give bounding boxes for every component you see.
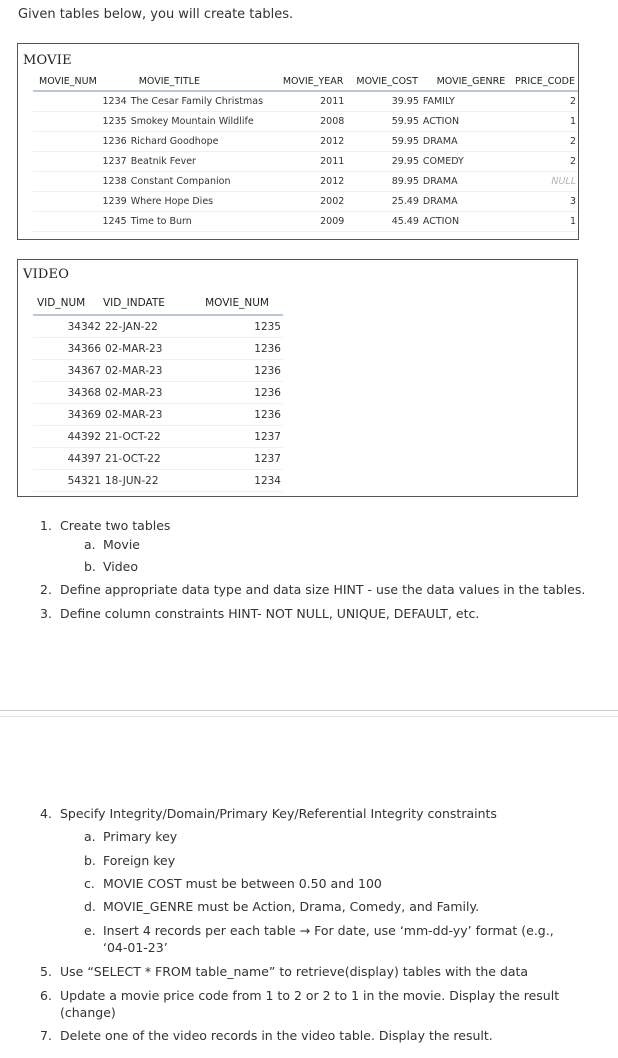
vid-num-cell: 34366 xyxy=(33,338,103,360)
subtask-text: MOVIE_GENRE must be Action, Drama, Comedy, and Family. xyxy=(103,899,480,914)
table-row xyxy=(33,192,578,212)
movie-num-cell: 1245 xyxy=(33,212,129,232)
price-code-cell: 3 xyxy=(508,192,578,212)
vid-num-cell: 34368 xyxy=(33,382,103,404)
subtask-letter: b. xyxy=(84,853,96,868)
task-text: Create two tables xyxy=(60,518,171,533)
movie-table-panel xyxy=(17,43,579,240)
vid-movie-num-cell: 1236 xyxy=(193,382,283,404)
movie-cost-cell: 25.49 xyxy=(346,192,421,212)
task-text-continued: (change) xyxy=(60,1005,116,1020)
task-text: Define column constraints HINT- NOT NULL, UNIQUE, DEFAULT, etc. xyxy=(60,606,480,621)
movie-genre-cell: ACTION xyxy=(421,212,508,232)
movie-title-cell: Smokey Mountain Wildlife xyxy=(129,112,265,132)
table-row xyxy=(33,360,283,382)
task-number: 7. xyxy=(40,1028,52,1043)
task-text: Update a movie price code from 1 to 2 or 2 to 1 in the movie. Display the result xyxy=(60,988,560,1003)
task-text: Specify Integrity/Domain/Primary Key/Referential Integrity constraints xyxy=(60,806,497,821)
movie-title-cell: Beatnik Fever xyxy=(129,152,265,172)
vid-indate-cell: 02-MAR-23 xyxy=(103,338,193,360)
movie-table xyxy=(33,72,578,232)
subtask-letter: c. xyxy=(84,876,95,891)
movie-genre-cell: FAMILY xyxy=(421,91,508,112)
vid-indate-cell: 02-MAR-23 xyxy=(103,404,193,426)
video-header-row xyxy=(33,292,283,315)
vid-movie-num-cell: 1236 xyxy=(193,338,283,360)
price-code-cell: 2 xyxy=(508,91,578,112)
movie-cost-cell: 29.95 xyxy=(346,152,421,172)
vid-indate-cell: 21-OCT-22 xyxy=(103,448,193,470)
subtask-text: MOVIE COST must be between 0.50 and 100 xyxy=(103,876,382,891)
task-number: 2. xyxy=(40,582,52,597)
price-code-null-cell: NULL xyxy=(508,172,578,192)
task-text: Delete one of the video records in the video table. Display the result. xyxy=(60,1028,493,1043)
task-text: Use “SELECT * FROM table_name” to retrieve(display) tables with the data xyxy=(60,964,529,979)
intro-text: Given tables below, you will create tables. xyxy=(18,7,294,22)
movie-col-header: MOVIE_NUM xyxy=(33,72,129,91)
vid-num-cell: 44392 xyxy=(33,426,103,448)
table-row xyxy=(33,112,578,132)
subtask-text: Movie xyxy=(103,537,140,552)
movie-year-cell: 2009 xyxy=(265,212,346,232)
movie-table-title: MOVIE xyxy=(23,53,72,68)
vid-num-cell: 54321 xyxy=(33,470,103,492)
task-number: 4. xyxy=(40,806,52,821)
subtask-text: Primary key xyxy=(103,829,178,844)
vid-movie-num-cell: 1236 xyxy=(193,404,283,426)
movie-year-cell: 2011 xyxy=(265,91,346,112)
movie-col-header: MOVIE_GENRE xyxy=(421,72,508,91)
vid-movie-num-cell: 1237 xyxy=(193,426,283,448)
table-row xyxy=(33,172,578,192)
movie-year-cell: 2011 xyxy=(265,152,346,172)
video-col-header: MOVIE_NUM xyxy=(193,292,283,315)
table-row xyxy=(33,426,283,448)
price-code-cell: 1 xyxy=(508,112,578,132)
movie-col-header: MOVIE_TITLE xyxy=(129,72,265,91)
price-code-cell: 2 xyxy=(508,132,578,152)
video-col-header: VID_INDATE xyxy=(103,292,193,315)
movie-num-cell: 1236 xyxy=(33,132,129,152)
price-code-cell: 2 xyxy=(508,152,578,172)
vid-indate-cell: 21-OCT-22 xyxy=(103,426,193,448)
video-table-title: VIDEO xyxy=(23,267,70,282)
page-divider xyxy=(0,716,618,717)
movie-title-cell: Constant Companion xyxy=(129,172,265,192)
movie-year-cell: 2002 xyxy=(265,192,346,212)
subtask-text-continued: ‘04-01-23’ xyxy=(103,940,168,955)
task-number: 3. xyxy=(40,606,52,621)
movie-genre-cell: DRAMA xyxy=(421,172,508,192)
subtask-letter: e. xyxy=(84,923,96,938)
movie-num-cell: 1234 xyxy=(33,91,129,112)
video-table-panel xyxy=(17,259,578,497)
table-row xyxy=(33,448,283,470)
vid-indate-cell: 02-MAR-23 xyxy=(103,382,193,404)
movie-num-cell: 1237 xyxy=(33,152,129,172)
table-row xyxy=(33,382,283,404)
vid-num-cell: 44397 xyxy=(33,448,103,470)
table-row xyxy=(33,152,578,172)
movie-col-header: PRICE_CODE xyxy=(508,72,578,91)
video-table xyxy=(33,292,283,492)
subtask-text: Insert 4 records per each table → For date, use ‘mm-dd-yy’ format (e.g., xyxy=(103,923,554,938)
price-code-cell: 1 xyxy=(508,212,578,232)
vid-indate-cell: 22-JAN-22 xyxy=(103,315,193,338)
movie-cost-cell: 45.49 xyxy=(346,212,421,232)
table-row xyxy=(33,338,283,360)
movie-cost-cell: 59.95 xyxy=(346,112,421,132)
vid-indate-cell: 02-MAR-23 xyxy=(103,360,193,382)
subtask-text: Video xyxy=(103,559,139,574)
table-row xyxy=(33,132,578,152)
subtask-letter: b. xyxy=(84,559,96,574)
task-number: 1. xyxy=(40,518,52,533)
movie-genre-cell: DRAMA xyxy=(421,132,508,152)
movie-col-header: MOVIE_YEAR xyxy=(265,72,346,91)
vid-num-cell: 34367 xyxy=(33,360,103,382)
table-row xyxy=(33,470,283,492)
vid-movie-num-cell: 1235 xyxy=(193,315,283,338)
movie-cost-cell: 89.95 xyxy=(346,172,421,192)
subtask-letter: a. xyxy=(84,829,96,844)
task-text: Define appropriate data type and data size HINT - use the data values in the tables. xyxy=(60,582,586,597)
subtask-letter: a. xyxy=(84,537,96,552)
movie-title-cell: Richard Goodhope xyxy=(129,132,265,152)
movie-title-cell: Time to Burn xyxy=(129,212,265,232)
movie-genre-cell: DRAMA xyxy=(421,192,508,212)
vid-indate-cell: 18-JUN-22 xyxy=(103,470,193,492)
movie-year-cell: 2012 xyxy=(265,172,346,192)
vid-num-cell: 34342 xyxy=(33,315,103,338)
vid-num-cell: 34369 xyxy=(33,404,103,426)
movie-cost-cell: 39.95 xyxy=(346,91,421,112)
task-number: 6. xyxy=(40,988,52,1003)
movie-num-cell: 1235 xyxy=(33,112,129,132)
table-row xyxy=(33,315,283,338)
movie-year-cell: 2012 xyxy=(265,132,346,152)
vid-movie-num-cell: 1237 xyxy=(193,448,283,470)
movie-year-cell: 2008 xyxy=(265,112,346,132)
vid-movie-num-cell: 1234 xyxy=(193,470,283,492)
subtask-letter: d. xyxy=(84,899,96,914)
task-number: 5. xyxy=(40,964,52,979)
movie-col-header: MOVIE_COST xyxy=(346,72,421,91)
table-row xyxy=(33,212,578,232)
page-divider xyxy=(0,710,618,711)
video-col-header: VID_NUM xyxy=(33,292,103,315)
movie-genre-cell: COMEDY xyxy=(421,152,508,172)
subtask-text: Foreign key xyxy=(103,853,176,868)
movie-cost-cell: 59.95 xyxy=(346,132,421,152)
movie-title-cell: Where Hope Dies xyxy=(129,192,265,212)
vid-movie-num-cell: 1236 xyxy=(193,360,283,382)
movie-num-cell: 1239 xyxy=(33,192,129,212)
movie-genre-cell: ACTION xyxy=(421,112,508,132)
movie-title-cell: The Cesar Family Christmas xyxy=(129,91,265,112)
movie-num-cell: 1238 xyxy=(33,172,129,192)
table-row xyxy=(33,91,578,112)
movie-header-row xyxy=(33,72,578,91)
table-row xyxy=(33,404,283,426)
